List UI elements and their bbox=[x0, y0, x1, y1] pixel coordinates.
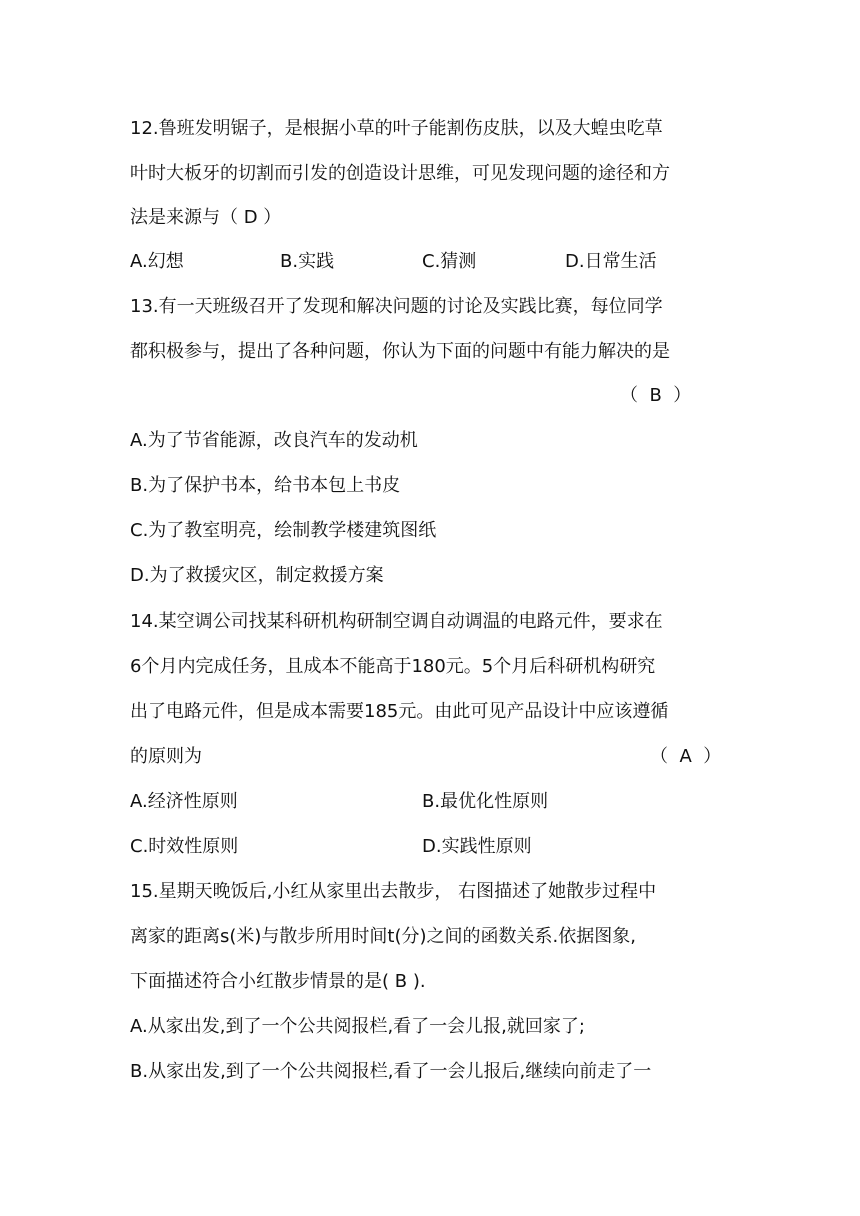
q12-option-a: A.幻想 bbox=[130, 251, 184, 272]
q12-line-1: 12.鲁班发明锯子，是根据小草的叶子能割伤皮肤，以及大蝗虫吃草 bbox=[130, 118, 663, 139]
q12-line-3: 法是来源与（ D ） bbox=[130, 207, 282, 228]
q14-option-b: B.最优化性原则 bbox=[422, 791, 549, 812]
q14-option-a: A.经济性原则 bbox=[130, 791, 238, 812]
q13-line-1: 13.有一天班级召开了发现和解决问题的讨论及实践比赛，每位同学 bbox=[130, 296, 663, 317]
q13-line-2: 都积极参与，提出了各种问题，你认为下面的问题中有能力解决的是 bbox=[130, 341, 670, 362]
q13-answer: （ B ） bbox=[620, 385, 692, 406]
q12-option-d: D.日常生活 bbox=[565, 251, 657, 272]
q14-option-d: D.实践性原则 bbox=[422, 836, 532, 857]
q12-line-2: 叶时大板牙的切割而引发的创造设计思维，可见发现问题的途径和方 bbox=[130, 163, 670, 184]
q15-line-3: 下面描述符合小红散步情景的是( B ). bbox=[130, 971, 426, 992]
q15-line-1: 15.星期天晚饭后,小红从家里出去散步， 右图描述了她散步过程中 bbox=[130, 881, 657, 902]
q13-option-a: A.为了节省能源，改良汽车的发动机 bbox=[130, 430, 418, 451]
q14-option-c: C.时效性原则 bbox=[130, 836, 239, 857]
q14-line-4: 的原则为 bbox=[130, 746, 202, 767]
q14-line-1: 14.某空调公司找某科研机构研制空调自动调温的电路元件，要求在 bbox=[130, 611, 663, 632]
q15-line-2: 离家的距离s(米)与散步所用时间t(分)之间的函数关系.依据图象, bbox=[130, 926, 636, 947]
q15-option-a: A.从家出发,到了一个公共阅报栏,看了一会儿报,就回家了; bbox=[130, 1016, 585, 1037]
q15-option-b: B.从家出发,到了一个公共阅报栏,看了一会儿报后,继续向前走了一 bbox=[130, 1061, 652, 1082]
q13-option-c: C.为了教室明亮，绘制教学楼建筑图纸 bbox=[130, 520, 437, 541]
q14-line-2: 6个月内完成任务，且成本不能高于180元。5个月后科研机构研究 bbox=[130, 656, 656, 677]
q14-answer: （ A ） bbox=[650, 746, 722, 767]
q13-option-d: D.为了救援灾区，制定救援方案 bbox=[130, 565, 384, 586]
q14-line-3: 出了电路元件，但是成本需要185元。由此可见产品设计中应该遵循 bbox=[130, 701, 669, 722]
q13-option-b: B.为了保护书本，给书本包上书皮 bbox=[130, 475, 401, 496]
q12-option-c: C.猜测 bbox=[422, 251, 477, 272]
q12-option-b: B.实践 bbox=[280, 251, 335, 272]
